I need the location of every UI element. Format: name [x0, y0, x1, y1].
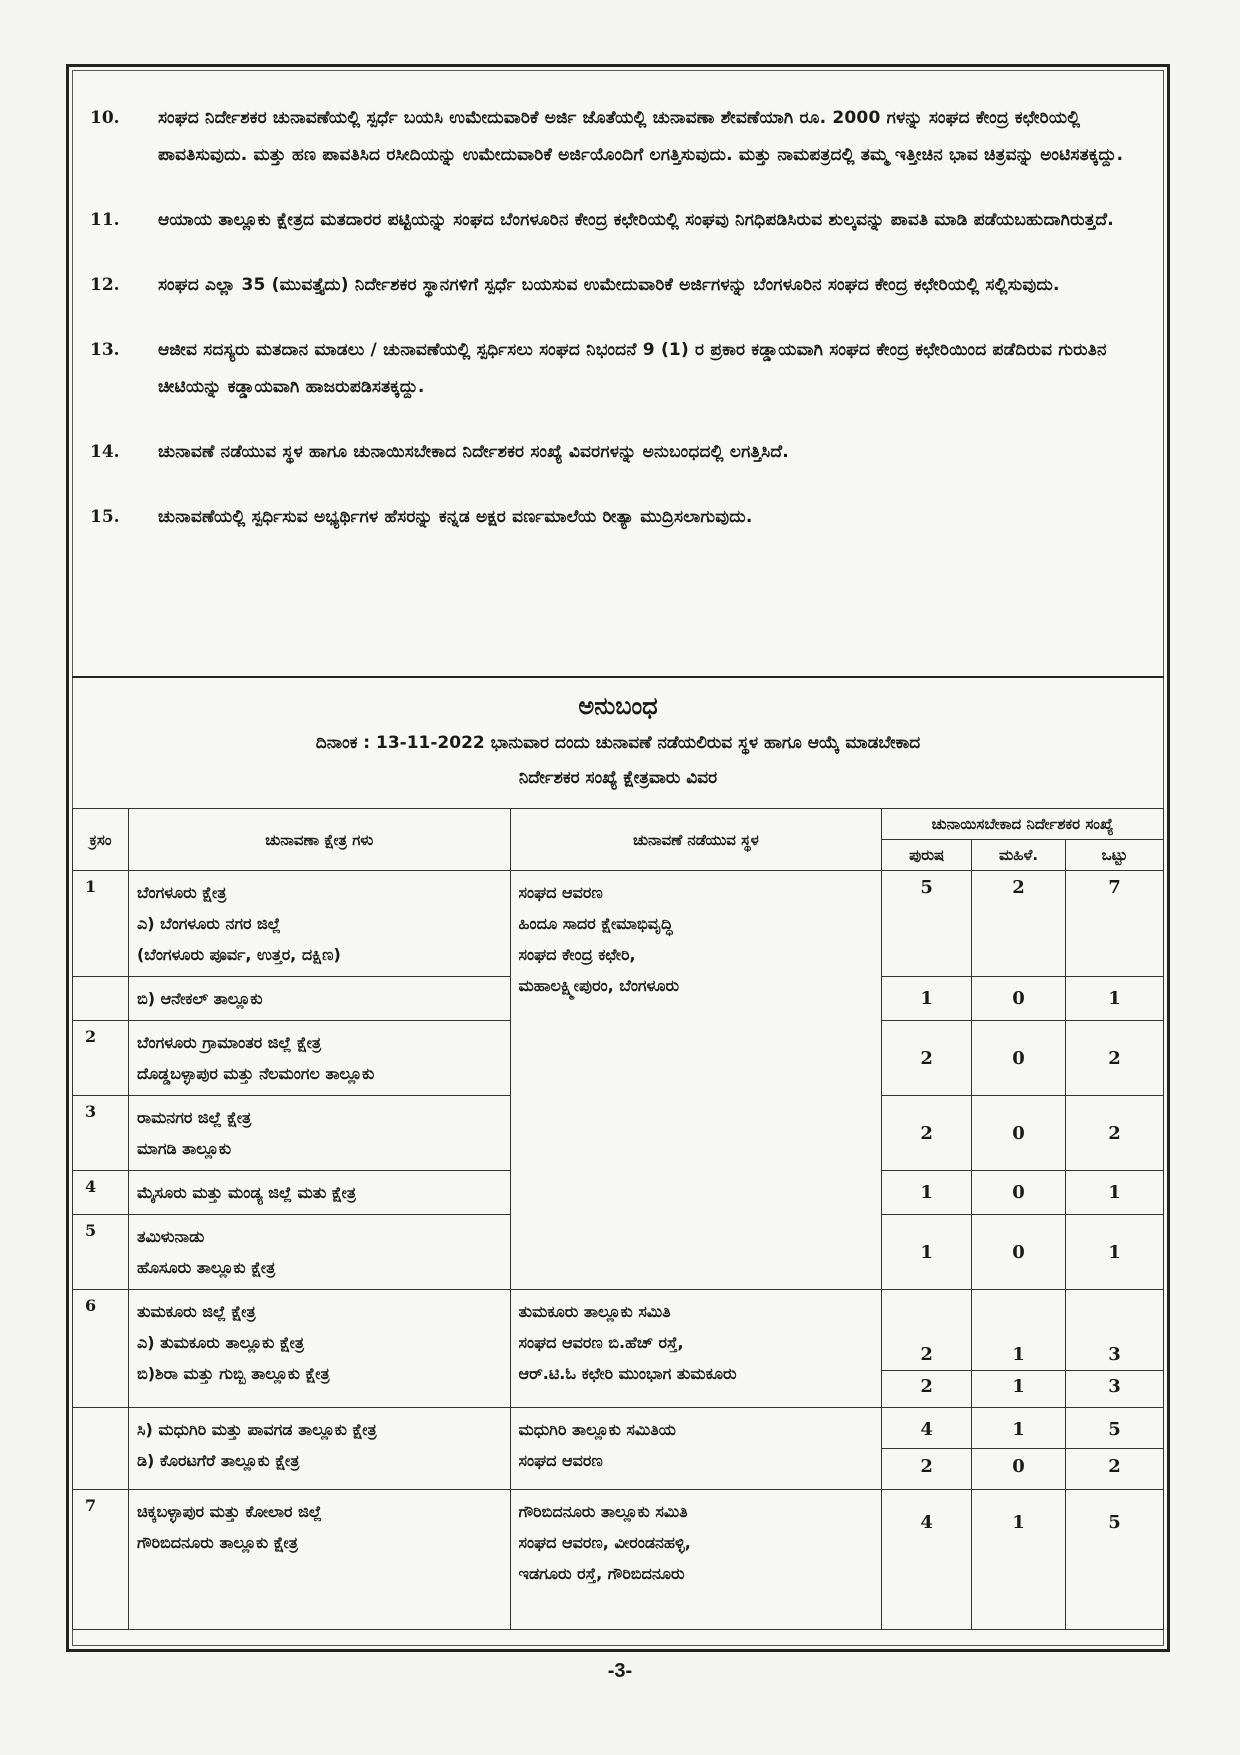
- table-row: [73, 1408, 1164, 1490]
- rule-text: ಆಯಾಯ ತಾಲ್ಲೂಕು ಕ್ಷೇತ್ರದ ಮತದಾರರ ಪಟ್ಟಿಯನ್ನು ಸಂಘದ ಬೆಂಗಳೂರಿನ ಕೇಂದ್ರ ಕಛೇರಿಯಲ್ಲಿ ಸಂಘವು ನಿಗಧಿಪಡಿಸಿರುವ ಶುಲ್ಕವನ್ನು ಪಾವತಿ ಮಾಡಿ ಪಡೆಯಬಹುದಾಗಿರುತ್ತದೆ.: [158, 210, 1114, 230]
- venue-line: ಆರ್.ಟಿ.ಓ ಕಛೇರಿ ಮುಂಭಾಗ ತುಮಕೂರು: [518, 1364, 737, 1383]
- constituency-table: [72, 808, 1164, 1630]
- value-total: 1: [1066, 1215, 1164, 1290]
- value-total: 1: [1066, 977, 1164, 1021]
- venue-line: ಇಡಗೂರು ರಸ್ತೆ, ಗೌರಿಬಿದನೂರು: [518, 1564, 685, 1583]
- constituency-line: ಎ) ಬೆಂಗಳೂರು ನಗರ ಜಿಲ್ಲೆ: [136, 914, 281, 933]
- value-total-a: 3: [1066, 1340, 1163, 1371]
- row-venue: [510, 1490, 882, 1630]
- section-divider: [72, 676, 1164, 678]
- row-constituency: ಬಿ) ಆನೇಕಲ್ ತಾಲ್ಲೂಕು: [128, 977, 510, 1021]
- venue-line: ಗೌರಿಬಿದನೂರು ತಾಲ್ಲೂಕು ಸಮಿತಿ: [518, 1502, 688, 1521]
- row-sl: 6: [73, 1290, 129, 1408]
- value-female: 0: [972, 977, 1066, 1021]
- row-constituency: [128, 871, 510, 977]
- row-venue: [510, 1290, 882, 1408]
- value-female: [972, 1408, 1066, 1490]
- row-sl: 3: [73, 1096, 129, 1171]
- page-number: -3-: [607, 1660, 633, 1682]
- value-female: 1: [972, 1490, 1066, 1630]
- rule-text: ಚುನಾವಣೆಯಲ್ಲಿ ಸ್ಪರ್ಧಿಸುವ ಅಭ್ಯರ್ಥಿಗಳ ಹೆಸರನ್ನು ಕನ್ನಡ ಅಕ್ಷರ ವರ್ಣಮಾಲೆಯ ರೀತ್ಯಾ ಮುದ್ರಿಸಲಾಗುವುದು.: [158, 507, 753, 527]
- venue-line: ಮಹಾಲಕ್ಷ್ಮೀಪುರಂ, ಬೆಂಗಳೂರು: [518, 976, 680, 995]
- rule-text: ಸಂಘದ ಎಲ್ಲಾ 35 (ಮುವತ್ತೈದು) ನಿರ್ದೇಶಕರ ಸ್ಥಾನಗಳಿಗೆ ಸ್ಪರ್ಧೆ ಬಯಸುವ ಉಮೇದುವಾರಿಕೆ ಅರ್ಜಿಗಳನ್ನು ಬೆಂಗಳೂರಿನ ಸಂಘದ ಕೇಂದ್ರ ಕಛೇರಿಯಲ್ಲಿ ಸಲ್ಲಿಸುವುದು.: [158, 275, 1060, 295]
- table-row: [73, 1290, 1164, 1408]
- value-total-a: 5: [1066, 1412, 1163, 1449]
- rule-number: 15.: [90, 507, 120, 527]
- constituency-line: ಬಿ)ಶಿರಾ ಮತ್ತು ಗುಬ್ಬಿ ತಾಲ್ಲೂಕು ಕ್ಷೇತ್ರ: [136, 1364, 330, 1383]
- row-venue: [510, 1408, 882, 1490]
- venue-line: ಸಂಘದ ಆವರಣ: [518, 1451, 603, 1470]
- row-constituency: [128, 1408, 510, 1490]
- constituency-line: ಹೊಸೂರು ತಾಲ್ಲೂಕು ಕ್ಷೇತ್ರ: [136, 1258, 276, 1277]
- constituency-line: ಮಾಗಡಿ ತಾಲ್ಲೂಕು: [136, 1139, 232, 1158]
- constituency-line: ತಮಿಳುನಾಡು: [136, 1227, 205, 1246]
- rule-13: [90, 332, 1150, 406]
- value-total-b: 3: [1108, 1375, 1121, 1397]
- constituency-line: ಬೆಂಗಳೂರು ಕ್ಷೇತ್ರ: [136, 883, 227, 902]
- row-sl-empty: [73, 1408, 129, 1490]
- value-male: 2: [882, 1021, 972, 1096]
- value-female-a: 1: [972, 1412, 1065, 1449]
- constituency-line: ಚಿಕ್ಕಬಳ್ಳಾಪುರ ಮತ್ತು ಕೋಲಾರ ಜಿಲ್ಲೆ: [136, 1502, 322, 1521]
- rule-11: [90, 202, 1150, 239]
- venue-line: ಮಧುಗಿರಿ ತಾಲ್ಲೂಕು ಸಮಿತಿಯ: [518, 1420, 676, 1439]
- rule-15: [90, 499, 1150, 536]
- venue-line: ಸಂಘದ ಆವರಣ: [518, 883, 603, 902]
- constituency-line: ಡಿ) ಕೊರಟಗೆರೆ ತಾಲ್ಲೂಕು ಕ್ಷೇತ್ರ: [136, 1451, 300, 1470]
- value-female: 0: [972, 1215, 1066, 1290]
- constituency-line: ತುಮಕೂರು ಜಿಲ್ಲೆ ಕ್ಷೇತ್ರ: [136, 1302, 256, 1321]
- header-total: ಒಟ್ಟು: [1066, 840, 1164, 871]
- row-constituency: [128, 1096, 510, 1171]
- value-male: 1: [882, 1215, 972, 1290]
- row-sl: 2: [73, 1021, 129, 1096]
- row-sl: 4: [73, 1171, 129, 1215]
- value-total: [1066, 1408, 1164, 1490]
- header-male: ಪುರುಷ: [882, 840, 972, 871]
- row-sl: 5: [73, 1215, 129, 1290]
- venue-line: ಹಿಂದೂ ಸಾದರ ಕ್ಷೇಮಾಭಿವೃದ್ಧಿ: [518, 914, 673, 933]
- constituency-line: ರಾಮನಗರ ಜಿಲ್ಲೆ ಕ್ಷೇತ್ರ: [136, 1108, 252, 1127]
- value-male: [882, 1290, 972, 1408]
- value-female: 0: [972, 1171, 1066, 1215]
- value-total: 1: [1066, 1171, 1164, 1215]
- rule-number: 11.: [90, 210, 120, 230]
- rule-12: [90, 267, 1150, 304]
- value-female: 0: [972, 1021, 1066, 1096]
- rule-number: 13.: [90, 340, 120, 360]
- row-sl: 1: [73, 871, 129, 977]
- table-row: [73, 1490, 1164, 1630]
- rule-10: [90, 100, 1150, 174]
- rule-text: ಆಜೀವ ಸದಸ್ಯರು ಮತದಾನ ಮಾಡಲು / ಚುನಾವಣೆಯಲ್ಲಿ ಸ್ಪರ್ಧಿಸಲು ಸಂಘದ ನಿಭಂದನೆ 9 (1) ರ ಪ್ರಕಾರ ಕಡ್ಡಾಯವಾಗಿ ಸಂಘದ ಕೇಂದ್ರ ಕಛೇರಿಯಿಂದ ಪಡೆದಿರುವ ಗುರುತಿನ ಚೀಟಿಯನ್ನು ಕಡ್ಡಾಯವಾಗಿ ಹಾಜರುಪಡಿಸತಕ್ಕದ್ದು.: [158, 340, 1107, 397]
- rule-14: [90, 434, 1150, 471]
- value-male: 1: [882, 977, 972, 1021]
- value-male: [882, 1408, 972, 1490]
- header-female: ಮಹಿಳೆ.: [972, 840, 1066, 871]
- row-constituency: [128, 1490, 510, 1630]
- value-male-a: 4: [882, 1412, 971, 1449]
- value-male: 2: [882, 1096, 972, 1171]
- rule-number: 12.: [90, 275, 120, 295]
- annex-title: ಅನುಬಂಧ: [578, 692, 658, 720]
- value-total: 2: [1066, 1021, 1164, 1096]
- table-row: [73, 871, 1164, 977]
- row-constituency: [128, 1215, 510, 1290]
- constituency-line: ದೊಡ್ಡಬಳ್ಳಾಪುರ ಮತ್ತು ನೆಲಮಂಗಲ ತಾಲ್ಲೂಕು: [136, 1064, 375, 1083]
- value-male: 5: [882, 871, 972, 977]
- header-sl: ಕ್ರಸಂ: [73, 809, 129, 871]
- row-sl: 7: [73, 1490, 129, 1630]
- value-male: 4: [882, 1490, 972, 1630]
- rule-text: ಸಂಘದ ನಿರ್ದೇಶಕರ ಚುನಾವಣೆಯಲ್ಲಿ ಸ್ಪರ್ಧೆ ಬಯಸಿ ಉಮೇದುವಾರಿಕೆ ಅರ್ಜಿ ಜೊತೆಯಲ್ಲಿ ಚುನಾವಣಾ ಶೇವಣೆಯಾಗಿ ರೂ. 2000 ಗಳನ್ನು ಸಂಘದ ಕೇಂದ್ರ ಕಛೇರಿಯಲ್ಲಿ ಪಾವತಿಸುವುದು. ಮತ್ತು ಹಣ ಪಾವತಿಸಿದ ರಸೀದಿಯನ್ನು ಉಮೇದುವಾರಿಕೆ ಅರ್ಜಿಯೊಂದಿಗೆ ಲಗತ್ತಿಸುವುದು. ಮತ್ತು ನಾಮಪತ್ರದಲ್ಲಿ ತಮ್ಮ ಇತ್ತೀಚಿನ ಭಾವ ಚಿತ್ರವನ್ನು ಅಂಟಿಸತಕ್ಕದ್ದು.: [158, 108, 1124, 165]
- header-venue: ಚುನಾವಣೆ ನಡೆಯುವ ಸ್ಥಳ: [510, 809, 882, 871]
- header-count: ಚುನಾಯಿಸಬೇಕಾದ ನಿರ್ದೇಶಕರ ಸಂಖ್ಯೆ: [882, 809, 1164, 840]
- row-sl-empty: [73, 977, 129, 1021]
- annex-subtitle: ದಿನಾಂಕ : 13-11-2022 ಭಾನುವಾರ ದಂದು ಚುನಾವಣೆ ನಡೆಯಲಿರುವ ಸ್ಥಳ ಹಾಗೂ ಆಯ್ಕೆ ಮಾಡಬೇಕಾದ: [315, 733, 921, 753]
- value-total: 5: [1066, 1490, 1164, 1630]
- value-total: 7: [1066, 871, 1164, 977]
- value-female-b: 0: [1012, 1456, 1025, 1477]
- row-constituency: ಮೈಸೂರು ಮತ್ತು ಮಂಡ್ಯ ಜಿಲ್ಲೆ ಮತು ಕ್ಷೇತ್ರ: [128, 1171, 510, 1215]
- venue-line: ಸಂಘದ ಕೇಂದ್ರ ಕಛೇರಿ,: [518, 945, 636, 964]
- constituency-line: ಬೆಂಗಳೂರು ಗ್ರಾಮಾಂತರ ಜಿಲ್ಲೆ ಕ್ಷೇತ್ರ: [136, 1033, 322, 1052]
- value-male-a: 2: [882, 1340, 971, 1371]
- annex-subtitle-2: ನಿರ್ದೇಶಕರ ಸಂಖ್ಯೆ ಕ್ಷೇತ್ರವಾರು ವಿವರ: [518, 768, 718, 788]
- rule-number: 14.: [90, 442, 120, 462]
- rules-list: [90, 100, 1150, 564]
- value-total-b: 2: [1108, 1456, 1121, 1477]
- value-female: 0: [972, 1096, 1066, 1171]
- venue-line: ತುಮಕೂರು ತಾಲ್ಲೂಕು ಸಮಿತಿ: [518, 1302, 671, 1321]
- value-female: [972, 1290, 1066, 1408]
- rule-text: ಚುನಾವಣೆ ನಡೆಯುವ ಸ್ಥಳ ಹಾಗೂ ಚುನಾಯಿಸಬೇಕಾದ ನಿರ್ದೇಶಕರ ಸಂಖ್ಯೆ ವಿವರಗಳನ್ನು ಅನುಬಂಧದಲ್ಲಿ ಲಗತ್ತಿಸಿದೆ.: [158, 442, 789, 462]
- constituency-line: ಸಿ) ಮಧುಗಿರಿ ಮತ್ತು ಪಾವಗಡ ತಾಲ್ಲೂಕು ಕ್ಷೇತ್ರ: [136, 1420, 377, 1439]
- venue-line: ಸಂಘದ ಆವರಣ, ವೀರಂಡನಹಳ್ಳಿ,: [518, 1533, 691, 1552]
- value-male-b: 2: [920, 1375, 933, 1397]
- value-female-a: 1: [972, 1340, 1065, 1371]
- value-female-b: 1: [1012, 1375, 1025, 1397]
- value-female: 2: [972, 871, 1066, 977]
- value-total: [1066, 1290, 1164, 1408]
- constituency-line: ಗೌರಿಬಿದನೂರು ತಾಲ್ಲೂಕು ಕ್ಷೇತ್ರ: [136, 1533, 298, 1552]
- row-constituency: [128, 1290, 510, 1408]
- rule-number: 10.: [90, 108, 120, 128]
- value-male: 1: [882, 1171, 972, 1215]
- constituency-line: ಎ) ತುಮಕೂರು ತಾಲ್ಲೂಕು ಕ್ಷೇತ್ರ: [136, 1333, 304, 1352]
- header-constituency: ಚುನಾವಣಾ ಕ್ಷೇತ್ರ ಗಳು: [128, 809, 510, 871]
- row-constituency: [128, 1021, 510, 1096]
- row-venue: [510, 871, 882, 1290]
- value-male-b: 2: [920, 1456, 933, 1477]
- constituency-line: (ಬೆಂಗಳೂರು ಪೂರ್ವ, ಉತ್ತರ, ದಕ್ಷಿಣ): [136, 945, 341, 964]
- table-header-row: [73, 809, 1164, 840]
- venue-line: ಸಂಘದ ಆವರಣ ಬಿ.ಹೆಚ್ ರಸ್ತೆ,: [518, 1333, 684, 1352]
- value-total: 2: [1066, 1096, 1164, 1171]
